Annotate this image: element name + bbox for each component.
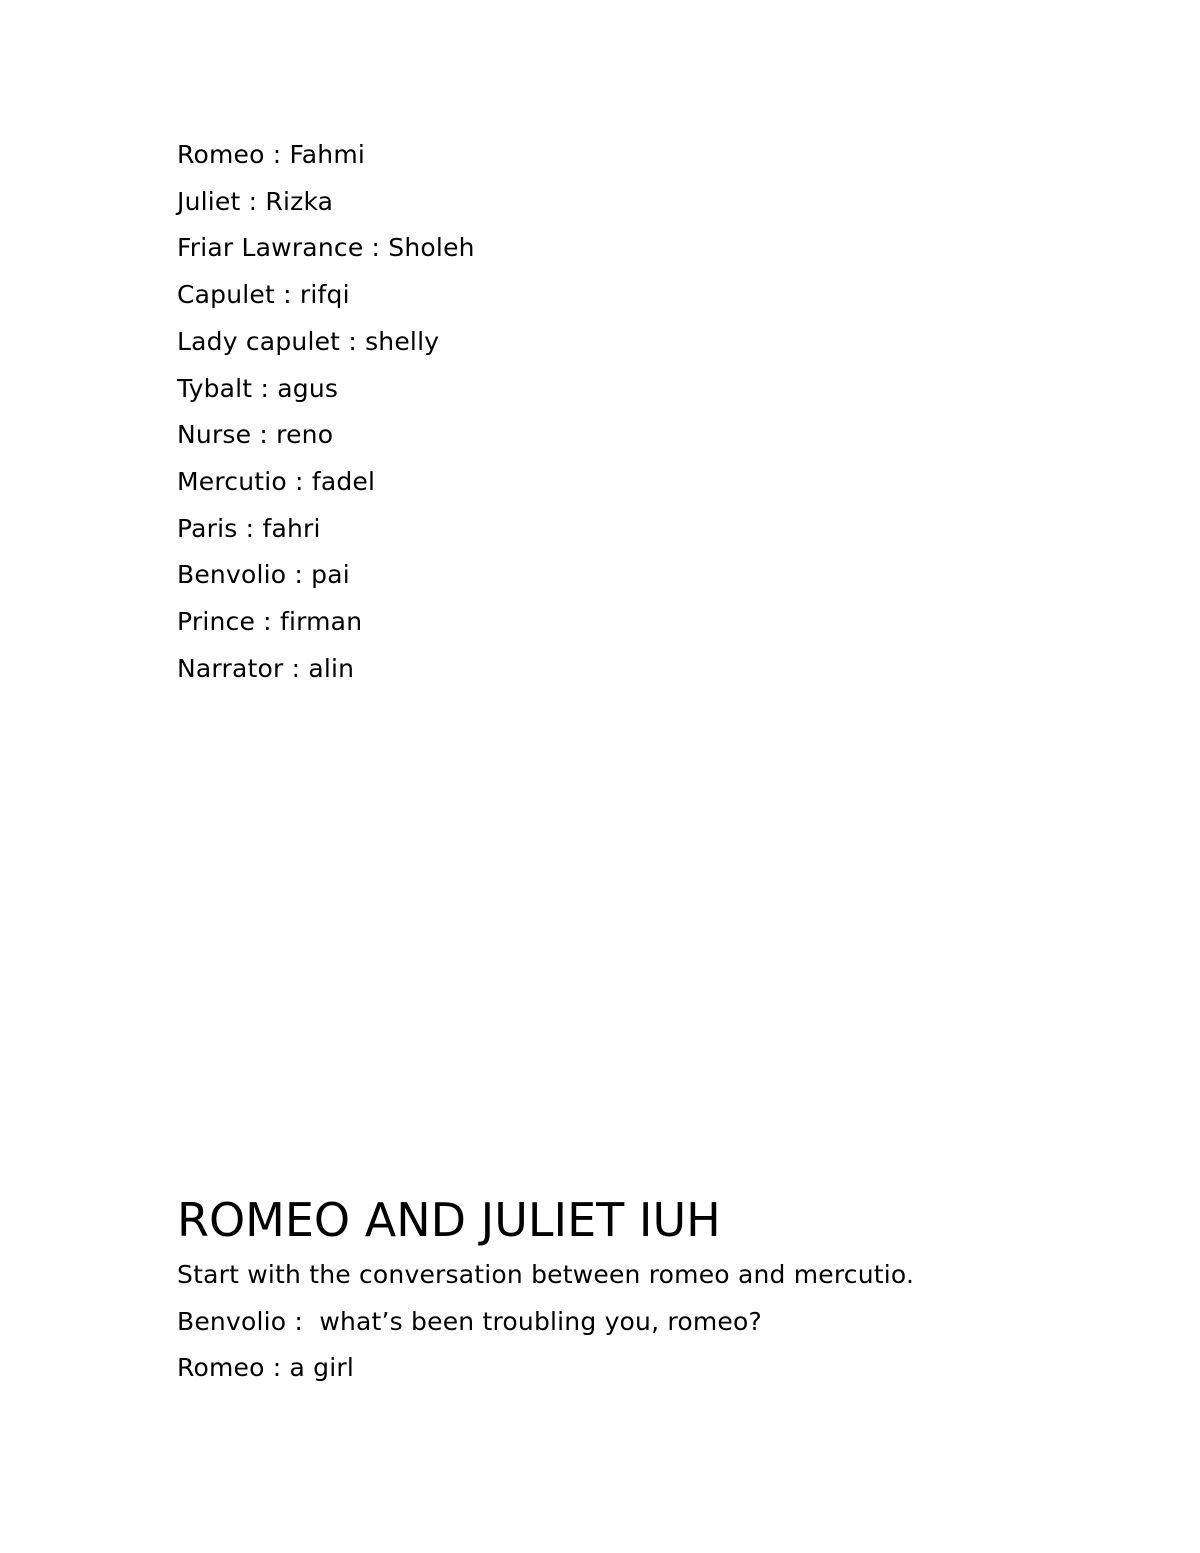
script-stage-direction: Start with the conversation between romeo and mercutio.	[177, 1260, 915, 1289]
cast-line-romeo: Romeo : Fahmi	[177, 140, 366, 169]
cast-line-paris: Paris : fahri	[177, 513, 321, 543]
cast-line-mercutio: Mercutio : fadel	[177, 466, 376, 496]
cast-line-friar-lawrance: Friar Lawrance : Sholeh	[177, 233, 475, 263]
cast-line-narrator: Narrator : alin	[177, 653, 355, 683]
cast-list	[177, 132, 475, 692]
script-line-romeo: Romeo : a girl	[177, 1353, 354, 1383]
cast-line-capulet: Capulet : rifqi	[177, 280, 350, 310]
script-line-benvolio: Benvolio : what’s been troubling you, romeo?	[177, 1306, 762, 1336]
script-title: ROMEO AND JULIET IUH	[177, 1193, 721, 1247]
cast-line-tybalt: Tybalt : agus	[177, 373, 339, 403]
script-section	[177, 1188, 914, 1392]
cast-line-nurse: Nurse : reno	[177, 420, 334, 450]
cast-line-benvolio: Benvolio : pai	[177, 560, 350, 590]
cast-line-juliet: Juliet : Rizka	[177, 186, 334, 216]
cast-line-lady-capulet: Lady capulet : shelly	[177, 326, 440, 356]
cast-line-prince: Prince : firman	[177, 607, 363, 637]
